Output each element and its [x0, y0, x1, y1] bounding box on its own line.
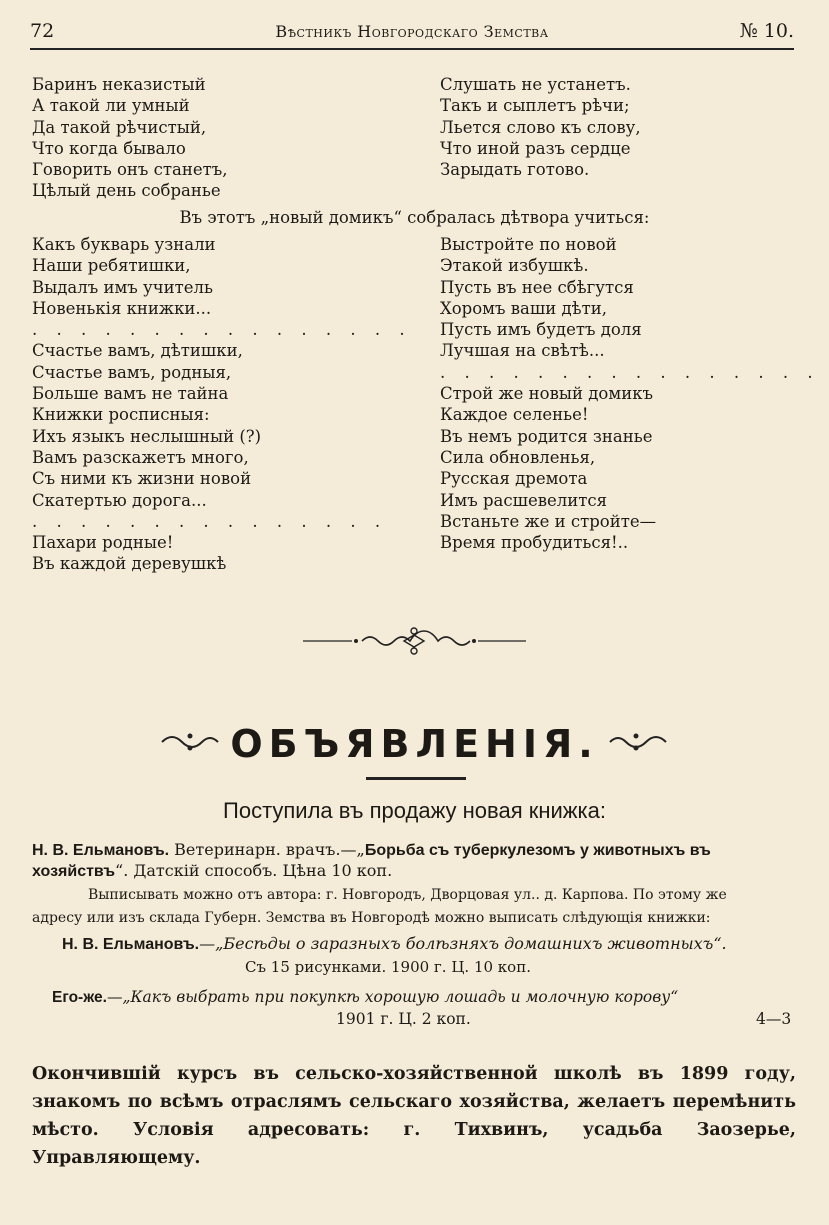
- ellipsis-line: . . . . . . . . . . . . . . . .: [32, 320, 412, 340]
- poem-line: Строй же новый домикъ: [440, 384, 654, 404]
- page-header: [30, 20, 794, 50]
- poem-line: Пахари родные!: [32, 533, 174, 553]
- poem-line: Баринъ неказистый: [32, 75, 206, 94]
- poem-line: Русская дремота: [440, 469, 588, 489]
- order-line-1: Выписывать можно отъ автора: г. Новгородъ, Дворцовая ул.. д. Карпова. По этому же: [88, 887, 727, 903]
- poem-line: Какъ букварь узнали: [32, 235, 216, 254]
- poem-line: Скатертью дорога...: [32, 490, 207, 510]
- poem-line: Зарыдать готово.: [440, 160, 590, 180]
- ad-entry-3-line-1: [52, 988, 678, 1007]
- poem-line: Книжки росписныя:: [32, 405, 210, 425]
- ads-section-title: ОБЪЯВЛЕНІЯ.: [230, 722, 599, 766]
- journal-title: Вѣстникъ Новгородскаго Земства: [275, 22, 549, 41]
- poem-line: Этакой избушкѣ.: [440, 256, 589, 276]
- poem-line: Сила обновленья,: [440, 447, 596, 467]
- author-name: Н. В. Ельмановъ.: [32, 842, 170, 859]
- book-details: “. Датскій способъ. Цѣна 10 коп.: [115, 861, 393, 880]
- poem-line: Счастье вамъ, родныя,: [32, 362, 232, 382]
- poem-line: Новенькія книжки...: [32, 298, 212, 318]
- author-role: Ветеринарн. врачъ.—„: [174, 840, 365, 859]
- author-name: Его-же.: [52, 989, 107, 1006]
- poem-line: Въ немъ родится знанье: [440, 426, 653, 446]
- ellipsis-line: . . . . . . . . . . . . . . . .: [440, 362, 820, 382]
- issue-number: № 10.: [739, 20, 794, 42]
- book-title: —„Какъ выбрать при покупкѣ хорошую лошадь и молочную корову“: [106, 988, 679, 1006]
- poem-line: Да такой рѣчистый,: [32, 117, 207, 137]
- poem-line: Цѣлый день собранье: [32, 181, 221, 201]
- poem-line: Каждое селенье!: [440, 405, 589, 425]
- page-number: 72: [30, 20, 55, 42]
- poem-center-line: Въ этотъ „новый домикъ“ собралась дѣтвора учиться:: [179, 208, 650, 227]
- poem-line: Говорить онъ станетъ,: [32, 160, 228, 180]
- poem-line: Выстройте по новой: [440, 235, 617, 254]
- poem-part1-right: [440, 74, 641, 180]
- poem-line: Хоромъ ваши дѣти,: [440, 298, 607, 318]
- ad-entry-1-line-1: [32, 840, 711, 860]
- poem-line: Пусть въ нее сбѣгутся: [440, 277, 634, 297]
- final-notice: Окончившій курсъ въ сельско-хозяйственной школѣ въ 1899 году, знакомъ по всѣмъ отраслямъ сельскаго хозяйства, желаетъ перемѣнить мѣсто. Условія адресовать: г. Тихвинъ, усадьба Заозерье, Управляющему.: [32, 1064, 796, 1168]
- poem-line: Слушать не устанетъ.: [440, 75, 631, 94]
- poem-line: А такой ли умный: [32, 96, 190, 116]
- poem-line: Больше вамъ не тайна: [32, 384, 229, 404]
- ad-code: 4—3: [756, 1010, 792, 1028]
- poem-line: Пусть имъ будетъ доля: [440, 320, 642, 340]
- author-name: Н. В. Ельмановъ.: [62, 936, 200, 953]
- poem-line: Время пробудиться!..: [440, 533, 629, 553]
- poem-line: Наши ребятишки,: [32, 256, 191, 276]
- poem-line: Лучшая на свѣтѣ...: [440, 341, 605, 361]
- poem-line: Что иной разъ сердце: [440, 138, 631, 158]
- right-flourish-icon: [608, 730, 668, 754]
- title-rule: [366, 777, 466, 780]
- ad-entry-3-details: 1901 г. Ц. 2 коп.: [336, 1010, 471, 1028]
- poem-part1-left: [32, 74, 228, 202]
- poem-line: Льется слово къ слову,: [440, 117, 641, 137]
- poem-part2-left: [32, 234, 412, 575]
- ad-entry-1-line-2: [32, 861, 392, 881]
- ad-entry-2-details: Съ 15 рисунками. 1900 г. Ц. 10 коп.: [245, 958, 531, 976]
- poem-line: Имъ расшевелится: [440, 490, 608, 510]
- ornamental-divider: [0, 625, 829, 657]
- poem-part2-right: [440, 234, 820, 553]
- poem-line: Счастье вамъ, дѣтишки,: [32, 341, 243, 361]
- book-heading: Поступила въ продажу новая книжка:: [223, 798, 606, 823]
- poem-line: Встаньте же и стройте—: [440, 511, 657, 531]
- poem-line: Съ ними къ жизни новой: [32, 469, 252, 489]
- book-title: —„Бесѣды о заразныхъ болѣзняхъ домашнихъ животныхъ“.: [199, 934, 727, 953]
- poem-line: Выдалъ имъ учитель: [32, 277, 214, 297]
- order-line-2: адресу или изъ склада Губерн. Земства въ Новгородѣ можно выписать слѣдующія книжки:: [32, 910, 711, 926]
- poem-line: Такъ и сыплетъ рѣчи;: [440, 96, 630, 116]
- poem-line: Что когда бывало: [32, 138, 186, 158]
- book-title: Борьба съ туберкулезомъ у животныхъ въ: [364, 842, 711, 859]
- poem-line: Въ каждой деревушкѣ: [32, 554, 227, 574]
- ad-entry-2-line-1: [62, 934, 727, 954]
- ellipsis-line: . . . . . . . . . . . . . . .: [32, 511, 388, 531]
- book-title-cont: хозяйствъ: [32, 863, 116, 880]
- poem-line: Вамъ разскажетъ много,: [32, 447, 249, 467]
- poem-line: Ихъ языкъ неслышный (?): [32, 426, 262, 446]
